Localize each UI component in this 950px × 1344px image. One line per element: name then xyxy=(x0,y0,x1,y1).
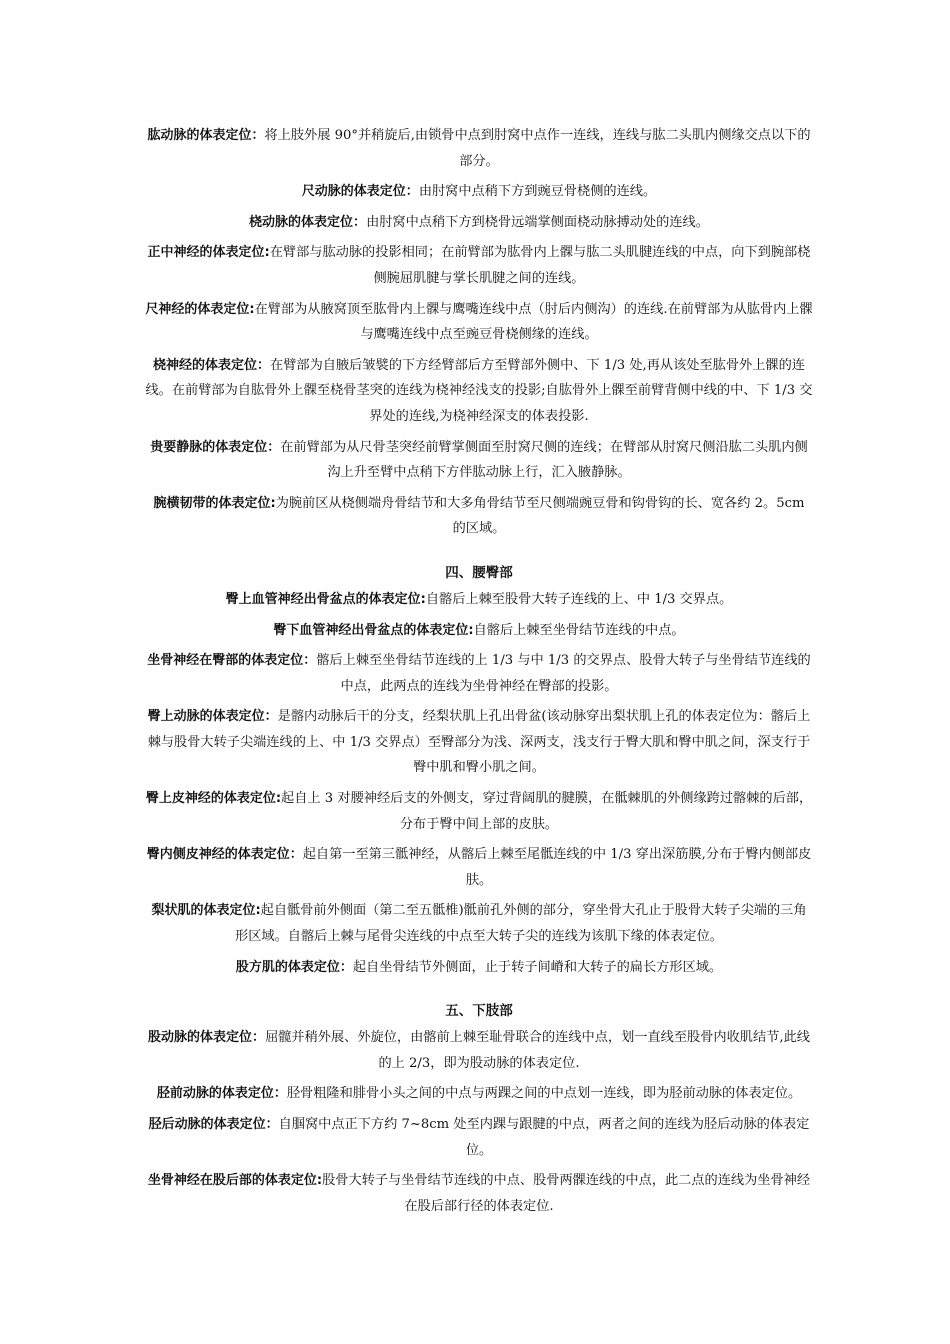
entry-text: 在臂部与肱动脉的投影相同；在前臂部为肱骨内上髁与肱二头肌腱连线的中点，向下到腕部桡侧腕屈肌腱与掌长肌腱之间的连线。 xyxy=(269,245,811,286)
entry-posterior-tibial-artery xyxy=(145,1112,813,1163)
entry-ulnar-artery xyxy=(145,179,813,205)
entry-term: 臀上动脉的体表定位： xyxy=(147,709,278,725)
entry-ulnar-nerve xyxy=(145,297,813,348)
entry-term: 臀上皮神经的体表定位: xyxy=(145,791,282,807)
entry-term: 梨状肌的体表定位: xyxy=(151,903,261,919)
entry-term: 坐骨神经在股后部的体表定位: xyxy=(147,1173,323,1189)
entry-term: 腕横韧带的体表定位: xyxy=(153,495,276,511)
section-heading: 四、腰臀部 xyxy=(445,564,513,581)
section-spacer xyxy=(145,985,813,999)
entry-term: 股方肌的体表定位： xyxy=(235,959,353,975)
entry-term: 臀内侧皮神经的体表定位： xyxy=(146,847,303,863)
entry-quadratus-femoris xyxy=(145,955,813,981)
entry-femoral-artery xyxy=(145,1025,813,1076)
section-spacer xyxy=(145,547,813,561)
entry-radial-nerve xyxy=(145,353,813,430)
entry-text: 由肘窝中点稍下方到桡骨远端掌侧面桡动脉搏动处的连线。 xyxy=(366,214,709,230)
entry-text: 起自坐骨结节外侧面，止于转子间嵴和大转子的扁长方形区域。 xyxy=(352,959,723,975)
section-heading: 五、下肢部 xyxy=(445,1003,513,1020)
section-lumbar-gluteal xyxy=(145,561,813,980)
entry-term: 臀下血管神经出骨盆点的体表定位: xyxy=(273,622,474,638)
entry-text: 自腘窝中点正下方约 7~8cm 处至内踝与跟腱的中点，两者之间的连线为胫后动脉的体表定位。 xyxy=(278,1117,810,1158)
entry-text: 起自第一至第三骶神经，从髂后上棘至尾骶连线的中 1/3 穿出深筋膜,分布于臀内侧部皮肤。 xyxy=(302,847,812,888)
entry-term: 股动脉的体表定位： xyxy=(148,1030,266,1046)
entry-term: 正中神经的体表定位: xyxy=(147,245,270,261)
entry-term: 胫后动脉的体表定位： xyxy=(148,1117,279,1132)
entry-medial-cluneal-nerve xyxy=(145,842,813,893)
entry-text: 股骨大转子与坐骨结节连线的中点、股骨两髁连线的中点，此二点的连线为坐骨神经在股后部行径的体表定位. xyxy=(322,1173,811,1214)
entry-term: 桡动脉的体表定位： xyxy=(249,214,367,230)
entry-superior-gluteal-exit xyxy=(145,587,813,613)
entry-text: 起自骶骨前外侧面（第二至五骶椎)骶前孔外侧的部分，穿坐骨大孔止于股骨大转子尖端的三角形区域。自髂后上棘与尾骨尖连线的中点至大转子尖的连线为该肌下缘的体表定位。 xyxy=(235,903,807,945)
section-lower-limb xyxy=(145,999,813,1219)
entry-text: 由肘窝中点稍下方到豌豆骨桡侧的连线。 xyxy=(418,184,657,200)
entry-median-nerve xyxy=(145,240,813,291)
entry-brachial-artery xyxy=(145,123,813,174)
entry-superior-cluneal-nerve xyxy=(145,786,813,837)
entry-text: 自髂后上棘至坐骨结节连线的中点。 xyxy=(473,622,685,638)
entry-term: 臀上血管神经出骨盆点的体表定位: xyxy=(225,591,426,607)
entry-term: 胫前动脉的体表定位： xyxy=(156,1086,287,1102)
entry-text: 起自上 3 对腰神经后支的外侧支，穿过背阔肌的腱膜，在骶棘肌的外侧缘跨过髂棘的后部，分布于臀中间上部的皮肤。 xyxy=(281,791,813,832)
entry-anterior-tibial-artery xyxy=(145,1081,813,1107)
entry-superior-gluteal-artery xyxy=(145,704,813,781)
section-upper-limb xyxy=(145,123,813,542)
entry-inferior-gluteal-exit xyxy=(145,618,813,644)
entry-text: 是髂内动脉后干的分支，经梨状肌上孔出骨盆(该动脉穿出梨状肌上孔的体表定位为：髂后上棘与股骨大转子尖端连线的上、中 1/3 交界点）至臀部分为浅、深两支，浅支行于臀大肌和臀中肌之间，深支行于臀中肌和臀小肌之间。 xyxy=(147,709,811,776)
entry-basilic-vein xyxy=(145,435,813,486)
entry-term: 肱动脉的体表定位： xyxy=(147,128,265,143)
entry-text: 自髂后上棘至股骨大转子连线的上、中 1/3 交界点。 xyxy=(425,591,733,607)
entry-flexor-retinaculum xyxy=(145,491,813,542)
entry-text: 在臂部为从腋窝顶至肱骨内上髁与鹰嘴连线中点（肘后内侧沟）的连线.在前臂部为从肱骨内上髁与鹰嘴连线中点至豌豆骨桡侧缘的连线。 xyxy=(254,301,813,343)
entry-text: 屈髋并稍外展、外旋位，由髂前上棘至耻骨联合的连线中点，划一直线至股骨内收肌结节,此线的上 2/3，即为股动脉的体表定位. xyxy=(265,1030,810,1071)
entry-term: 坐骨神经在臀部的体表定位： xyxy=(147,653,317,669)
entry-text: 在前臂部为从尺骨茎突经前臂掌侧面至肘窝尺侧的连线；在臂部从肘窝尺侧沿肱二头肌内侧沟上升至臂中点稍下方伴肱动脉上行，汇入腋静脉。 xyxy=(280,439,808,481)
entry-text: 将上肢外展 90°并稍旋后,由锁骨中点到肘窝中点作一连线，连线与肱二头肌内侧缘交点以下的部分。 xyxy=(264,128,811,169)
entry-term: 尺动脉的体表定位： xyxy=(301,184,419,200)
entry-radial-artery xyxy=(145,210,813,236)
entry-text: 在臂部为自腋后皱襞的下方经臂部后方至臂部外侧中、下 1/3 处,再从该处至肱骨外上髁的连线。在前臂部为自肱骨外上髁至桡骨茎突的连线为桡神经浅支的投影;自肱骨外上髁至前臂背侧中线的中、下 1/3 交界处的连线,为桡神经深支的体表投影. xyxy=(145,357,813,424)
document-body xyxy=(145,123,813,1224)
entry-term: 贵要静脉的体表定位： xyxy=(150,439,281,455)
entry-piriformis xyxy=(145,898,813,949)
entry-text: 髂后上棘至坐骨结节连线的上 1/3 与中 1/3 的交界点、股骨大转子与坐骨结节连线的中点，此两点的连线为坐骨神经在臀部的投影。 xyxy=(316,653,811,694)
entry-term: 尺神经的体表定位: xyxy=(145,301,255,317)
entry-term: 桡神经的体表定位： xyxy=(153,357,271,373)
entry-text: 为腕前区从桡侧端舟骨结节和大多角骨结节至尺侧端豌豆骨和钩骨钩的长、宽各约 2。5cm 的区域。 xyxy=(275,495,805,537)
entry-sciatic-nerve-thigh xyxy=(145,1168,813,1219)
entry-text: 胫骨粗隆和腓骨小头之间的中点与两踝之间的中点划一连线，即为胫前动脉的体表定位。 xyxy=(286,1086,802,1102)
entry-sciatic-nerve-gluteal xyxy=(145,648,813,699)
